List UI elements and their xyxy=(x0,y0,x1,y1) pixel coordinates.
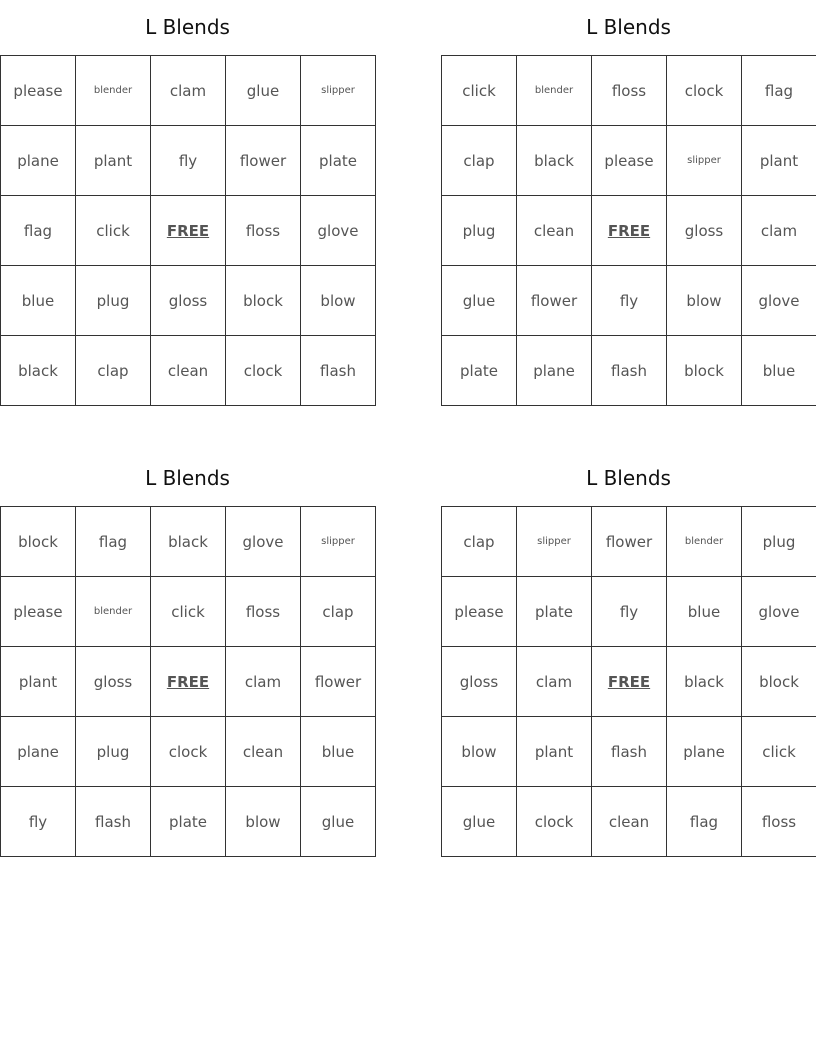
grid-row xyxy=(1,56,376,126)
grid-cell: flag xyxy=(667,787,742,857)
grid-cell: black xyxy=(667,647,742,717)
grid-cell: blow xyxy=(226,787,301,857)
grid-cell: clock xyxy=(226,336,301,406)
grid-cell: click xyxy=(442,56,517,126)
grid-cell: plant xyxy=(517,717,592,787)
grid-cell: plate xyxy=(442,336,517,406)
grid-cell: clap xyxy=(76,336,151,406)
grid-cell: glove xyxy=(742,266,816,336)
grid-cell: click xyxy=(76,196,151,266)
grid-cell: clean xyxy=(226,717,301,787)
grid-row xyxy=(442,787,816,857)
grid-cell: please xyxy=(442,577,517,647)
card-title: L Blends xyxy=(586,466,671,490)
grid-cell: glove xyxy=(301,196,376,266)
grid-row xyxy=(1,577,376,647)
grid-row xyxy=(442,56,816,126)
grid-cell: gloss xyxy=(667,196,742,266)
grid-cell: black xyxy=(517,126,592,196)
grid-cell: fly xyxy=(1,787,76,857)
grid-cell: flag xyxy=(742,56,816,126)
card-title: L Blends xyxy=(586,15,671,39)
grid-row xyxy=(1,266,376,336)
grid-cell: blender xyxy=(76,56,151,126)
grid-cell: clam xyxy=(151,56,226,126)
grid-cell: block xyxy=(226,266,301,336)
grid-cell: plug xyxy=(742,507,816,577)
grid-cell: fly xyxy=(592,577,667,647)
grid-cell: slipper xyxy=(667,126,742,196)
grid-cell: block xyxy=(1,507,76,577)
grid-cell: plane xyxy=(667,717,742,787)
grid-cell: clap xyxy=(301,577,376,647)
grid-row xyxy=(1,507,376,577)
grid-cell: clean xyxy=(151,336,226,406)
grid-cell: gloss xyxy=(442,647,517,717)
free-space-cell: FREE xyxy=(592,196,667,266)
grid-cell: block xyxy=(742,647,816,717)
grid-cell: flower xyxy=(592,507,667,577)
grid-cell: clock xyxy=(517,787,592,857)
grid-row xyxy=(1,126,376,196)
grid-row xyxy=(442,717,816,787)
grid-cell: clean xyxy=(517,196,592,266)
grid-cell: gloss xyxy=(151,266,226,336)
grid-cell: slipper xyxy=(301,56,376,126)
grid-cell: black xyxy=(151,507,226,577)
grid-cell: please xyxy=(1,577,76,647)
grid-cell: glue xyxy=(301,787,376,857)
grid-row xyxy=(1,787,376,857)
card-title: L Blends xyxy=(145,466,230,490)
grid-row xyxy=(442,507,816,577)
grid-cell: blue xyxy=(301,717,376,787)
grid-cell: blow xyxy=(667,266,742,336)
grid-cell: plane xyxy=(1,717,76,787)
grid-cell: blender xyxy=(667,507,742,577)
grid-row xyxy=(1,336,376,406)
grid-row xyxy=(1,647,376,717)
grid-cell: gloss xyxy=(76,647,151,717)
grid-cell: clap xyxy=(442,507,517,577)
card-title: L Blends xyxy=(145,15,230,39)
bingo-grid xyxy=(441,506,816,857)
grid-cell: flower xyxy=(226,126,301,196)
grid-cell: slipper xyxy=(301,507,376,577)
grid-cell: plane xyxy=(517,336,592,406)
grid-row xyxy=(442,196,816,266)
grid-cell: clam xyxy=(226,647,301,717)
grid-cell: blender xyxy=(76,577,151,647)
grid-cell: floss xyxy=(226,196,301,266)
grid-cell: floss xyxy=(226,577,301,647)
grid-cell: floss xyxy=(742,787,816,857)
grid-cell: glue xyxy=(226,56,301,126)
grid-cell: floss xyxy=(592,56,667,126)
grid-cell: clap xyxy=(442,126,517,196)
grid-cell: blender xyxy=(517,56,592,126)
grid-cell: plant xyxy=(1,647,76,717)
grid-cell: plant xyxy=(742,126,816,196)
grid-cell: block xyxy=(667,336,742,406)
grid-cell: plug xyxy=(442,196,517,266)
grid-cell: glove xyxy=(226,507,301,577)
grid-cell: clam xyxy=(742,196,816,266)
grid-row xyxy=(1,196,376,266)
grid-cell: plug xyxy=(76,266,151,336)
grid-cell: black xyxy=(1,336,76,406)
grid-cell: flag xyxy=(76,507,151,577)
grid-cell: glue xyxy=(442,266,517,336)
bingo-grid xyxy=(0,55,376,406)
grid-cell: glue xyxy=(442,787,517,857)
grid-cell: flag xyxy=(1,196,76,266)
grid-cell: glove xyxy=(742,577,816,647)
grid-cell: please xyxy=(1,56,76,126)
grid-cell: flower xyxy=(301,647,376,717)
grid-cell: plate xyxy=(301,126,376,196)
grid-cell: plug xyxy=(76,717,151,787)
grid-cell: fly xyxy=(151,126,226,196)
grid-cell: blow xyxy=(301,266,376,336)
grid-cell: please xyxy=(592,126,667,196)
bingo-grid xyxy=(0,506,376,857)
grid-row xyxy=(442,647,816,717)
grid-cell: plane xyxy=(1,126,76,196)
grid-cell: fly xyxy=(592,266,667,336)
grid-cell: flash xyxy=(592,336,667,406)
grid-row xyxy=(442,266,816,336)
free-space-cell: FREE xyxy=(151,196,226,266)
bingo-grid xyxy=(441,55,816,406)
grid-row xyxy=(442,336,816,406)
grid-cell: blue xyxy=(742,336,816,406)
grid-cell: flash xyxy=(592,717,667,787)
grid-cell: blue xyxy=(1,266,76,336)
grid-cell: clean xyxy=(592,787,667,857)
grid-cell: slipper xyxy=(517,507,592,577)
grid-cell: blow xyxy=(442,717,517,787)
grid-cell: blue xyxy=(667,577,742,647)
free-space-cell: FREE xyxy=(592,647,667,717)
grid-row xyxy=(442,126,816,196)
grid-row xyxy=(1,717,376,787)
grid-cell: clock xyxy=(667,56,742,126)
grid-cell: plant xyxy=(76,126,151,196)
grid-cell: click xyxy=(151,577,226,647)
grid-cell: flower xyxy=(517,266,592,336)
grid-cell: click xyxy=(742,717,816,787)
grid-cell: clock xyxy=(151,717,226,787)
free-space-cell: FREE xyxy=(151,647,226,717)
grid-cell: clam xyxy=(517,647,592,717)
grid-cell: flash xyxy=(76,787,151,857)
grid-cell: plate xyxy=(151,787,226,857)
grid-row xyxy=(442,577,816,647)
grid-cell: flash xyxy=(301,336,376,406)
grid-cell: plate xyxy=(517,577,592,647)
